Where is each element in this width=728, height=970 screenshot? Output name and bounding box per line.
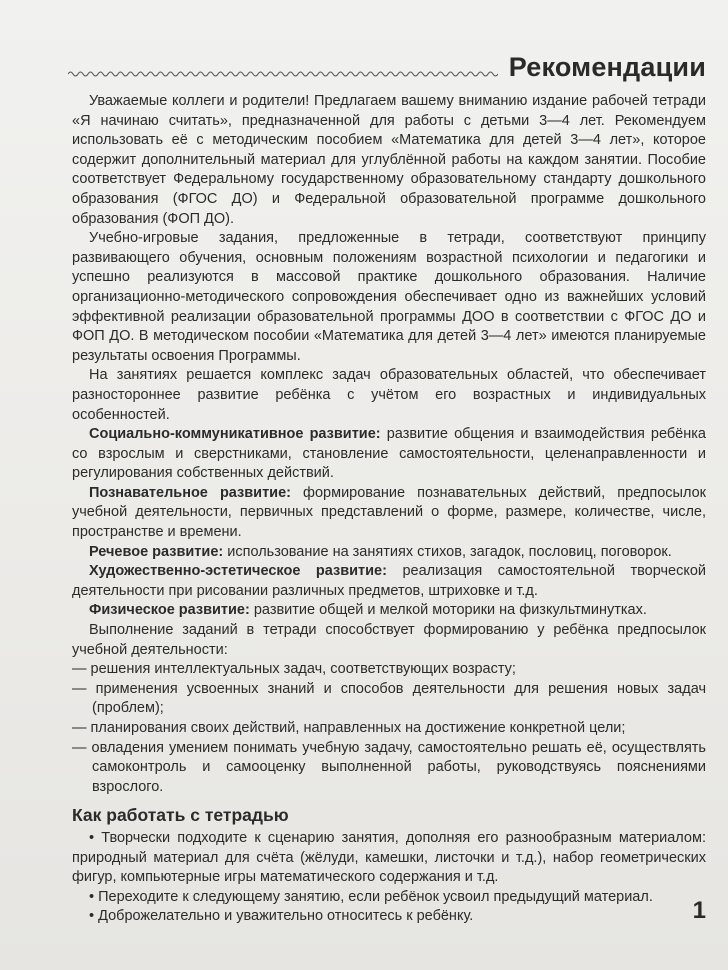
- area-label: Познавательное развитие:: [89, 484, 291, 501]
- page-number: 1: [692, 897, 706, 924]
- area-social: [72, 425, 706, 484]
- area-speech: [72, 543, 706, 563]
- section-title: Как работать с тетрадью: [72, 805, 289, 826]
- list-item: — решения интеллектуальных задач, соответствующих возрасту;: [72, 661, 516, 678]
- area-text: реализация самостоятельной творческой деятельности при рисовании различных предметов, штриховке и т.д.: [72, 563, 707, 599]
- area-text: формирование познавательных действий, предпосылок учебной деятельности, первичных представлений о форме, размере, количестве, числе, пространстве и времени.: [72, 484, 706, 541]
- list-item: — планирования своих действий, направленных на достижение конкретной цели;: [72, 720, 626, 736]
- tips-list: [72, 829, 706, 927]
- list-item: — применения усвоенных знаний и способов деятельности для решения новых задач (проблем);: [72, 680, 706, 717]
- page-title: Рекомендации: [508, 52, 706, 82]
- area-label: Физическое развитие:: [89, 602, 250, 619]
- area-text: использование на занятиях стихов, загадок, пословиц, поговорок.: [223, 543, 672, 560]
- area-text: развитие общей и мелкой моторики на физкультминутках.: [249, 602, 647, 619]
- intro-paragraph: На занятиях решается комплекс задач образовательных областей, что обеспечивает разностороннее развитие ребёнка с учётом его возрастных и индивидуальных особенностей.: [72, 367, 706, 423]
- list-item: — овладения умением понимать учебную задачу, самостоятельно решать её, осуществлять самоконтроль и самооценку выполненной работы, руководствуясь пояснениями взрослого.: [72, 739, 706, 795]
- area-label: Социально-коммуникативное развитие:: [89, 426, 381, 443]
- intro-paragraph: Учебно-игровые задания, предложенные в тетради, соответствуют принципу развивающего обучения, основным положениям возрастной психологии и педагогики и успешно реализуются в массовой практике дошкольного образования. Наличие организационно-методического сопровождения обеспечивает одно из важнейших условий эффективной реализации образовательной программы ДОО в соответствии с ФГОС ДО и ФОП ДО. В методическом пособии «Математика для детей 3—4 лет» имеются планируемые результаты освоения Программы.: [72, 230, 706, 364]
- area-text: развитие общения и взаимодействия ребёнка со взрослым и сверстниками, становление самостоятельности, целенаправленности и регулирования собственных действий.: [72, 426, 706, 482]
- list-item: • Творчески подходите к сценарию занятия, дополняя его разнообразным материалом: природный материал для счёта (жёлуди, камешки, листочки и т.д.), набор геометрических фигур, компьютерные игры математического содержания и т.д.: [72, 829, 706, 886]
- area-label: Речевое развитие:: [89, 543, 224, 560]
- list-item: • Переходите к следующему занятию, если ребёнок усвоил предыдущий материал.: [89, 888, 653, 905]
- page-content: [72, 92, 706, 927]
- area-cognitive: [72, 484, 706, 543]
- area-label: Художественно-эстетическое развитие:: [89, 563, 387, 580]
- list-item: • Доброжелательно и уважительно относитесь к ребёнку.: [89, 908, 474, 925]
- intro-paragraph: Уважаемые коллеги и родители! Предлагаем вашему вниманию издание рабочей тетради «Я начинаю считать», предназначенной для работы с детьми 3—4 лет. Рекомендуем использовать её с методическим пособием «Математика для детей 3—4 лет», которое содержит дополнительный материал для углублённой работы на каждом занятии. Пособие соответствует Федеральному государственному образовательному стандарту дошкольного образования (ФГОС ДО) и Федеральной образовательной программе дошкольного образования (ФОП ДО).: [72, 93, 706, 227]
- prereq-list: [72, 660, 706, 797]
- page-header: [68, 52, 706, 92]
- wavy-divider: [68, 70, 498, 78]
- area-artistic: [72, 562, 706, 601]
- area-physical: [72, 601, 706, 621]
- prereq-intro: Выполнение заданий в тетради способствует формированию у ребёнка предпосылок учебной деятельности:: [72, 622, 706, 658]
